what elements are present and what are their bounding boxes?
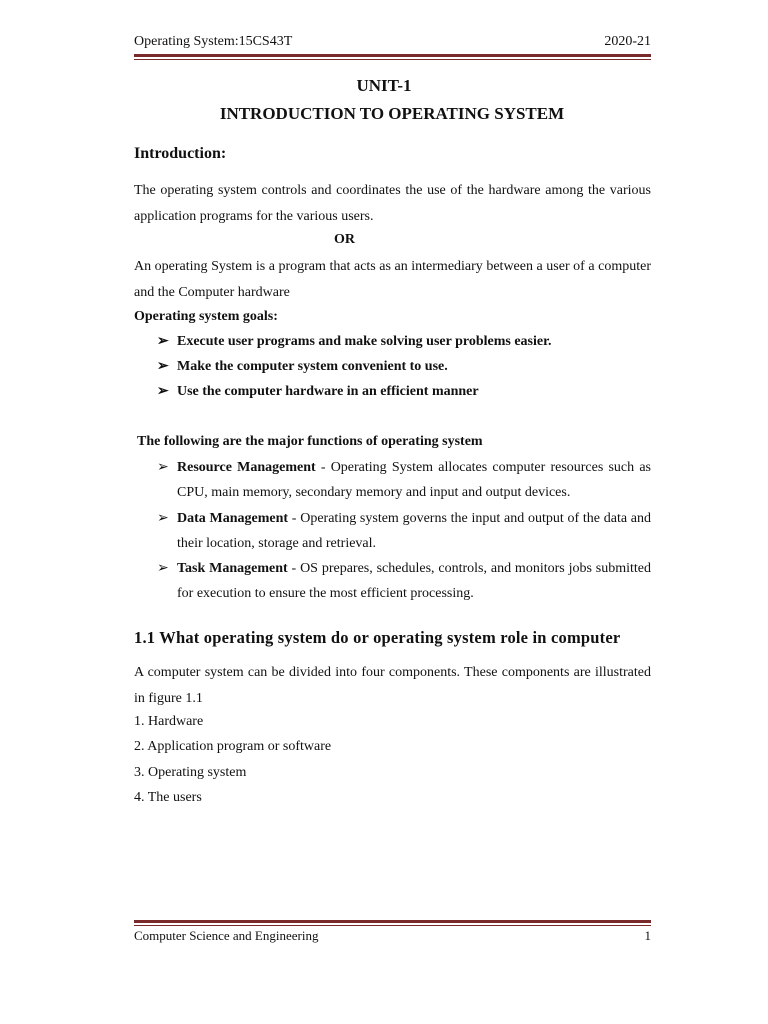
function-desc: - Operating system governs the input and output of the data and their location, storage and retrieval. [177,511,652,551]
header-rule-thin [134,59,651,60]
footer-department: Computer Science and Engineering [134,928,319,943]
goals-heading: Operating system goals: [134,309,278,324]
introduction-heading: Introduction: [134,145,227,162]
definition-paragraph-1: The operating system controls and coordinates the use of the hardware among the various application programs for the various users. [134,183,651,224]
or-separator: OR [334,232,355,247]
page-number: 1 [644,928,651,943]
unit-title: UNIT-1 [356,76,412,95]
function-desc: - Operating System allocates computer resources such as CPU, main memory, secondary memory and input and output devices. [177,460,651,500]
function-term: Resource Management [177,460,316,475]
functions-heading: The following are the major functions of operating system [137,434,483,449]
function-desc: - OS prepares, schedules, controls, and monitors jobs submitted for execution to ensure the most efficient processing. [177,561,651,601]
chapter-title: INTRODUCTION TO OPERATING SYSTEM [219,104,565,123]
arrowhead-bullet-icon: ➢ [157,334,169,349]
arrowhead-bullet-icon: ➢ [157,359,169,374]
footer-rule [134,920,651,923]
header-year: 2020-21 [604,34,651,49]
function-item [157,556,651,606]
section-paragraph: A computer system can be divided into four components. These components are illustrated in figure 1.1 [134,665,651,706]
function-item [157,455,651,505]
component-item: 3. Operating system [134,765,247,780]
goal-item: ➢ Execute user programs and make solving user problems easier. [157,329,651,354]
goal-item: ➢ Use the computer hardware in an efficient manner [157,379,651,404]
arrowhead-bullet-icon: ➢ [157,460,169,475]
definition-paragraph-2: An operating System is a program that acts as an intermediary between a user of a computer and the Computer hardware [134,259,651,300]
function-term: Data Management [177,511,289,526]
arrowhead-bullet-icon: ➢ [157,384,169,399]
header-rule [134,54,651,57]
component-item: 1. Hardware [134,714,204,729]
function-item [157,506,651,556]
goal-item: ➢ Make the computer system convenient to use. [157,354,651,379]
arrowhead-bullet-icon: ➢ [157,561,169,576]
section-heading: 1.1 What operating system do or operating system role in computer [134,628,621,647]
header-course: Operating System:15CS43T [134,34,293,49]
component-item: 4. The users [134,790,202,805]
component-item: 2. Application program or software [134,739,332,754]
arrowhead-bullet-icon: ➢ [157,511,169,526]
footer-rule-thin [134,925,651,926]
function-term: Task Management [177,561,288,576]
